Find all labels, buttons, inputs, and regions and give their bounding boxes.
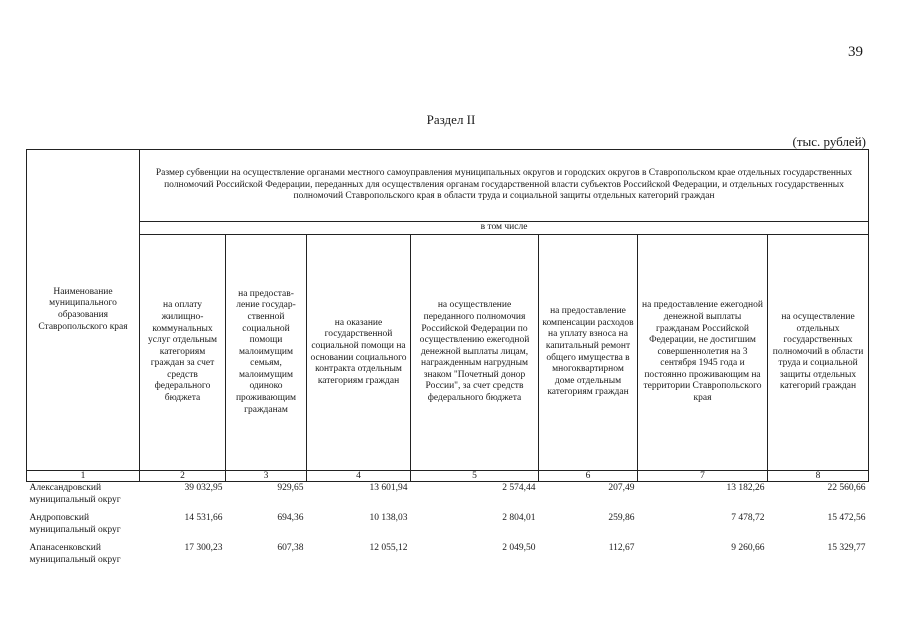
table-cell: 607,38: [277, 543, 304, 553]
table-cell: 929,65: [277, 483, 304, 493]
table-cell: 10 138,03: [369, 513, 408, 523]
subheader-including: в том числе: [140, 222, 869, 235]
table-cell: 9 260,66: [731, 543, 765, 553]
units-label: (тыс. рублей): [792, 134, 866, 149]
column-header: на осуществление переданного полномочия Российской Федерации по осуществлению ежегодной денежной выплаты лицам, награжденным нагрудным знаком "Почетный донор России", за счет средств федерального бюджета: [411, 235, 539, 471]
column-number: 1: [27, 471, 140, 482]
column-number: 7: [638, 471, 768, 482]
table-cell: 694,36: [277, 513, 304, 523]
column-number: 3: [226, 471, 307, 482]
row-header-cell: Наименование муниципального образования Ставропольского края: [27, 150, 140, 471]
table-row: [27, 512, 869, 542]
table-cell: 13 182,26: [726, 483, 765, 493]
column-header: на предоставление ежегодной денежной выплаты гражданам Российской Федерации, не достигшим совершеннолетия на 3 сентября 1945 года и постоянно проживающим на территории Ставропольского края: [638, 235, 768, 471]
table-cell: 15 329,77: [827, 543, 866, 553]
table-cell: 112,67: [608, 543, 635, 553]
column-header: на осуществление отдельных государственных полномочий в области труда и социальной защиты отдельных категорий граждан: [768, 235, 869, 471]
table-cell: 14 531,66: [184, 513, 223, 523]
column-number: 6: [539, 471, 638, 482]
table-cell: 207,49: [608, 483, 635, 493]
table-cell: 22 560,66: [827, 483, 866, 493]
table-cell: 7 478,72: [731, 513, 765, 523]
municipality-name: Андроповский муниципальный округ: [29, 513, 121, 535]
table-cell: 15 472,56: [827, 513, 866, 523]
column-number: 4: [307, 471, 411, 482]
subvention-table: [26, 149, 869, 572]
column-number: 8: [768, 471, 869, 482]
table-cell: 12 055,12: [369, 543, 408, 553]
table-cell: 39 032,95: [184, 483, 223, 493]
table-cell: 259,86: [608, 513, 635, 523]
column-number: 5: [411, 471, 539, 482]
column-number: 2: [140, 471, 226, 482]
municipality-name: Апанасенковский муниципальный округ: [29, 543, 121, 565]
section-title: Раздел II: [426, 112, 476, 127]
column-header: на оказание государственной социальной помощи на основании социального контракта отдельным категориям граждан: [307, 235, 411, 471]
column-header: на предостав-ление государ-ственной социальной помощи малоимущим семьям, малоимущим одиноко проживающим гражданам: [226, 235, 307, 471]
table-caption: Размер субвенции на осуществление органами местного самоуправления муниципальных округов и городских округов в Ставропольском крае отдельных государственных полномочий Российской Федерации, переданных для осуществления органам государственной власти субъектов Российской Федерации, и отдельных государственных полномочий Ставропольского края в области труда и социальной защиты отдельных категорий граждан: [140, 150, 869, 222]
table-row: [27, 482, 869, 513]
table-cell: 17 300,23: [184, 543, 223, 553]
table-row: [27, 542, 869, 572]
table-cell: 2 804,01: [502, 513, 536, 523]
table-cell: 2 049,50: [502, 543, 536, 553]
table-cell: 13 601,94: [369, 483, 408, 493]
municipality-name: Александровский муниципальный округ: [29, 483, 121, 505]
page-number: 39: [848, 44, 863, 60]
table-cell: 2 574,44: [502, 483, 536, 493]
column-header: на оплату жилищно-коммунальных услуг отдельным категориям граждан за счет средств федерального бюджета: [140, 235, 226, 471]
column-header: на предоставление компенсации расходов на уплату взноса на капитальный ремонт общего имущества в многоквартирном доме отдельным категориям граждан: [539, 235, 638, 471]
